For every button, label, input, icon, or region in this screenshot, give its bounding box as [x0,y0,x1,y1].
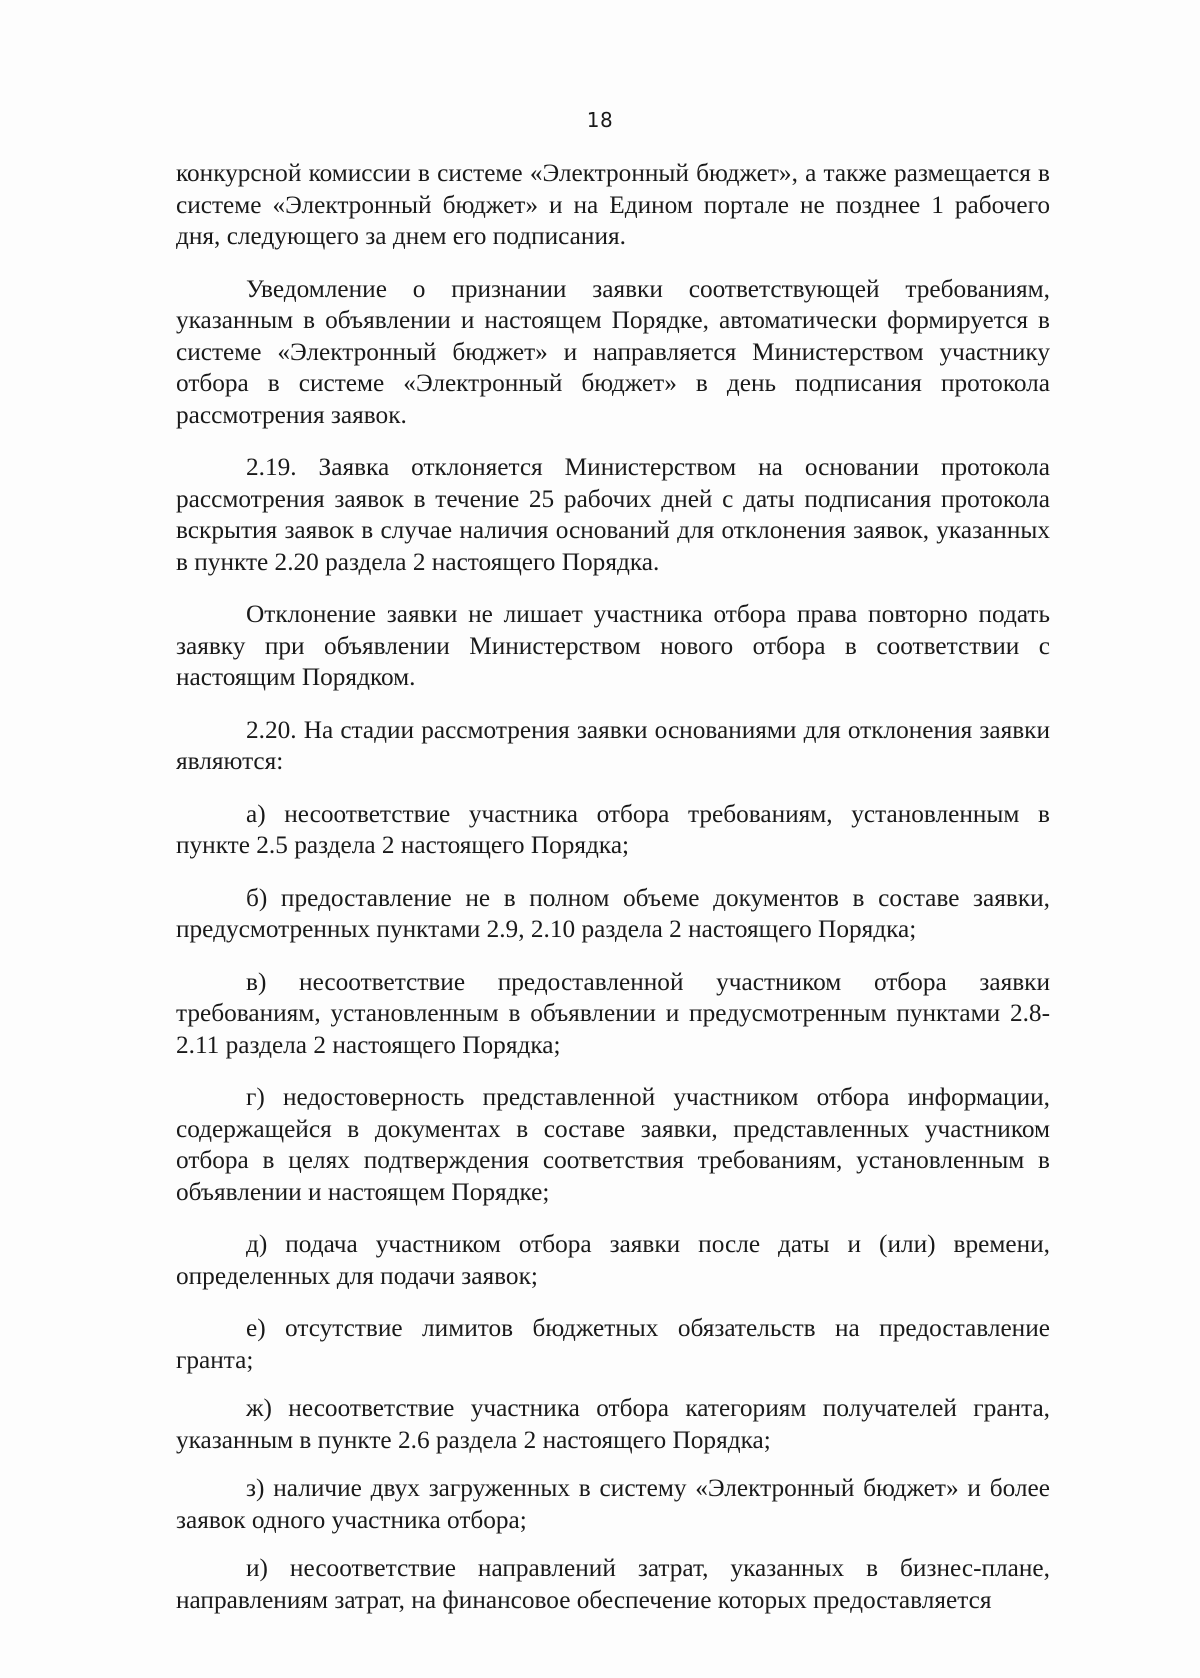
paragraph-continuation: конкурсной комиссии в системе «Электронный бюджет», а также размещается в системе «Электронный бюджет» и на Едином портале не позднее 1 рабочего дня, следующего за днем его подписания. [176,159,1050,250]
list-item-g: г) недостоверность представленной участником отбора информации, содержащейся в документах в составе заявки, представленных участником отбора в целях подтверждения соответствия требованиям, установленным в объявлении и настоящем Порядке; [176,1083,1050,1206]
list-item-z: з) наличие двух загруженных в систему «Электронный бюджет» и более заявок одного участника отбора; [176,1474,1050,1534]
page-number: 18 [586,108,614,132]
list-item-a: а) несоответствие участника отбора требованиям, установленным в пункте 2.5 раздела 2 настоящего Порядка; [176,799,1050,859]
paragraph-2-20: 2.20. На стадии рассмотрения заявки основаниями для отклонения заявки являются: [176,715,1050,775]
document-body [176,158,1050,1616]
paragraph-2-19: 2.19. Заявка отклоняется Министерством на основании протокола рассмотрения заявок в течение 25 рабочих дней с даты подписания протокола вскрытия заявок в случае наличия оснований для отклонения заявок, указанных в пункте 2.20 раздела 2 настоящего Порядка. [176,453,1050,576]
list-item-zh: ж) несоответствие участника отбора категориям получателей гранта, указанным в пункте 2.6 раздела 2 настоящего Порядка; [176,1394,1050,1454]
list-item-d: д) подача участником отбора заявки после даты и (или) времени, определенных для подачи заявок; [176,1230,1050,1290]
list-item-i: и) несоответствие направлений затрат, указанных в бизнес-плане, направлениям затрат, на финансовое обеспечение которых предоставляется [176,1554,1050,1614]
list-item-e: е) отсутствие лимитов бюджетных обязательств на предоставление гранта; [176,1314,1050,1374]
paragraph-rejection-note: Отклонение заявки не лишает участника отбора права повторно подать заявку при объявлении Министерством нового отбора в соответствии с настоящим Порядком. [176,600,1050,691]
list-item-v: в) несоответствие предоставленной участником отбора заявки требованиям, установленным в объявлении и предусмотренным пунктами 2.8-2.11 раздела 2 настоящего Порядка; [176,967,1050,1059]
list-item-b: б) предоставление не в полном объеме документов в составе заявки, предусмотренных пунктами 2.9, 2.10 раздела 2 настоящего Порядка; [176,883,1050,943]
paragraph-notification: Уведомление о признании заявки соответствующей требованиям, указанным в объявлении и настоящем Порядке, автоматически формируется в системе «Электронный бюджет» и направляется Министерством участнику отбора в системе «Электронный бюджет» в день подписания протокола рассмотрения заявок. [176,274,1050,429]
